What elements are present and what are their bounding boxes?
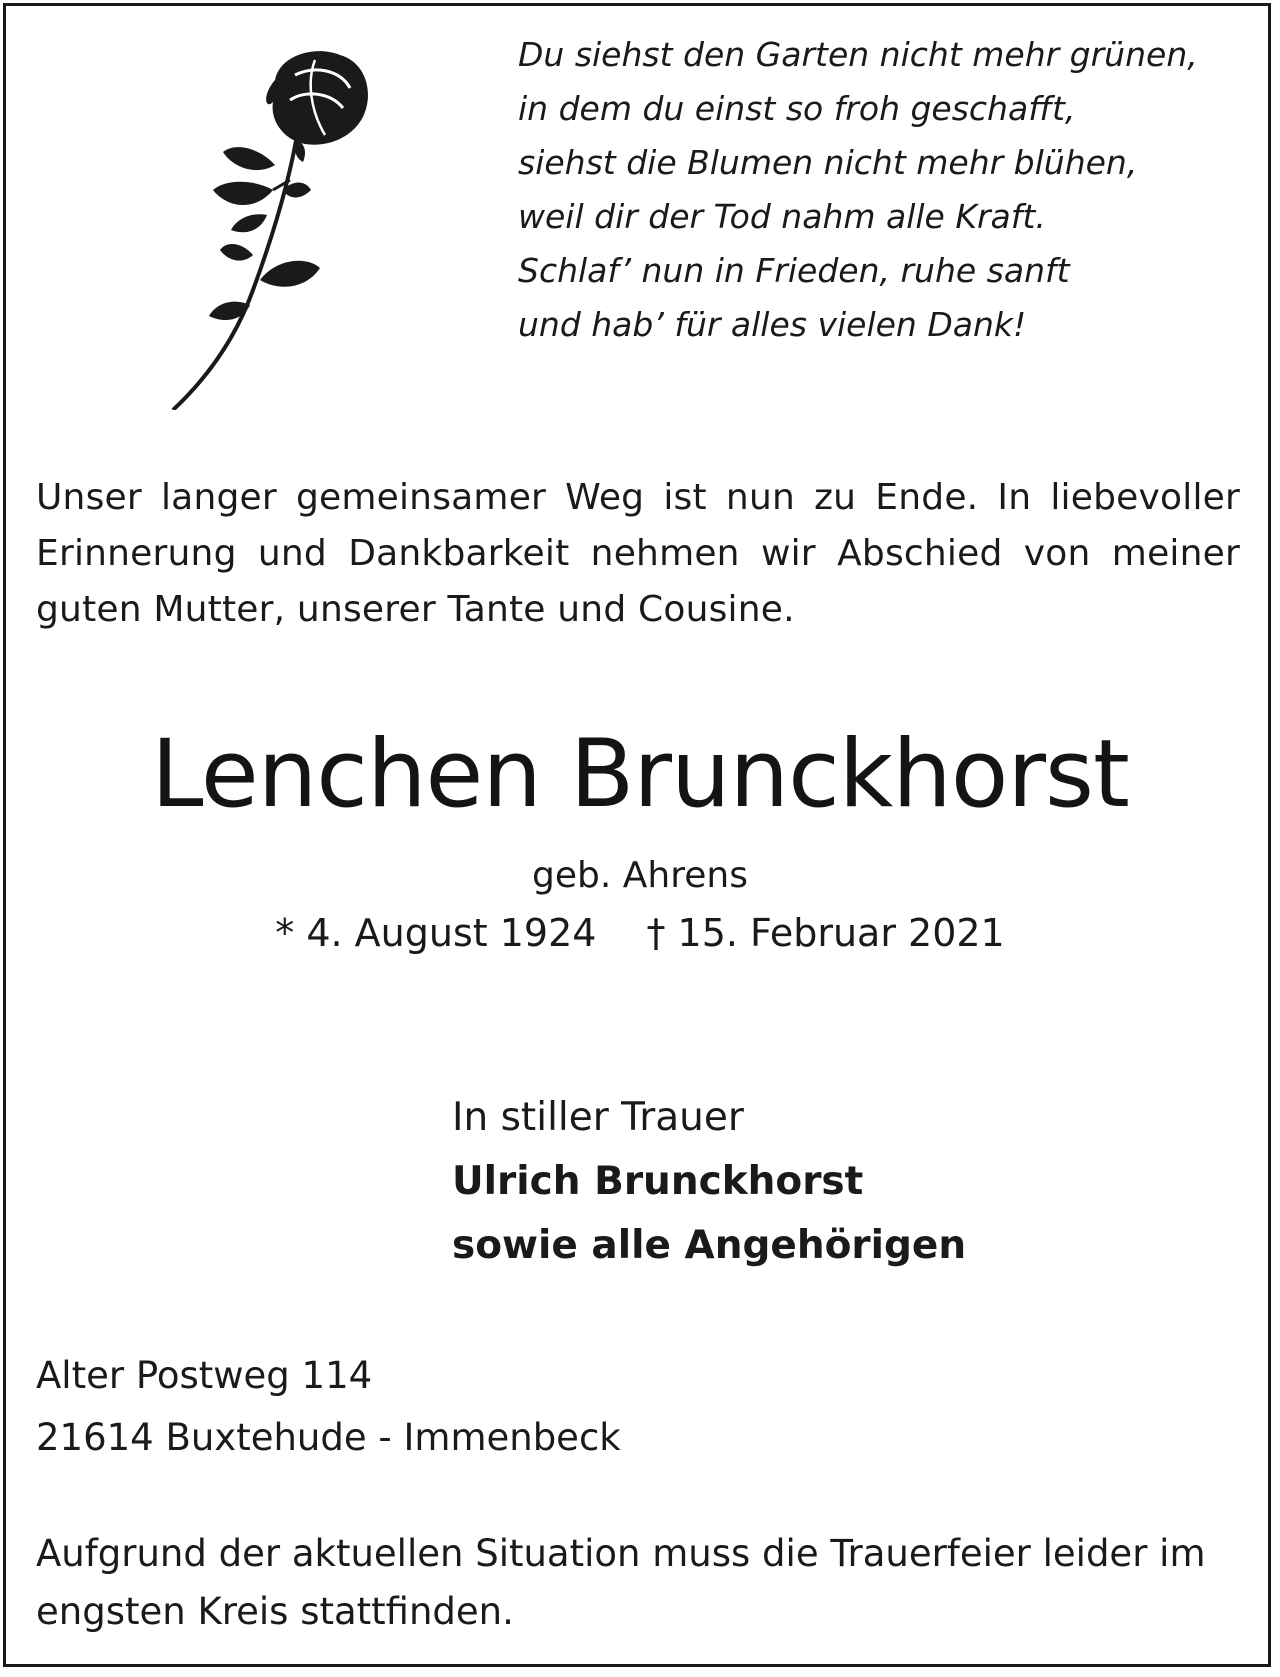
deceased-name: Lenchen Brunckhorst [151,720,1129,829]
death-date: † 15. Februar 2021 [646,911,1005,955]
intro-text: Unser langer gemeinsamer Weg ist nun zu Ende. In liebevoller Erinnerung und Dankbarkeit nehmen wir Abschied von meiner guten Mutter, unserer Tante und Cousine. [36,477,1240,630]
funeral-note: Aufgrund der aktuellen Situation muss die Trauerfeier leider im engsten Kreis stattfinden. [36,1532,1206,1633]
birth-name: geb. Ahrens [532,855,748,896]
poem [518,28,1238,352]
mourner-name: sowie alle Angehörigen [452,1223,967,1268]
mourner-name: Ulrich Brunckhorst [452,1159,864,1204]
poem-line: Schlaf’ nun in Frieden, ruhe sanft [518,251,1070,290]
rose-icon [165,40,395,410]
address-city: 21614 Buxtehude - Immenbeck [36,1416,621,1459]
poem-line: siehst die Blumen nicht mehr blühen, [518,143,1138,182]
address-block [36,1345,621,1469]
address-street: Alter Postweg 114 [36,1354,373,1397]
mourners-intro: In stiller Trauer [452,1095,744,1140]
poem-line: Du siehst den Garten nicht mehr grünen, [518,35,1198,74]
poem-line: und hab’ für alles vielen Dank! [518,305,1027,344]
poem-line: weil dir der Tod nahm alle Kraft. [518,197,1046,236]
life-dates [0,908,1280,958]
birth-date: * 4. August 1924 [275,911,597,955]
poem-line: in dem du einst so froh geschafft, [518,89,1076,128]
mourners-block [452,1086,966,1278]
